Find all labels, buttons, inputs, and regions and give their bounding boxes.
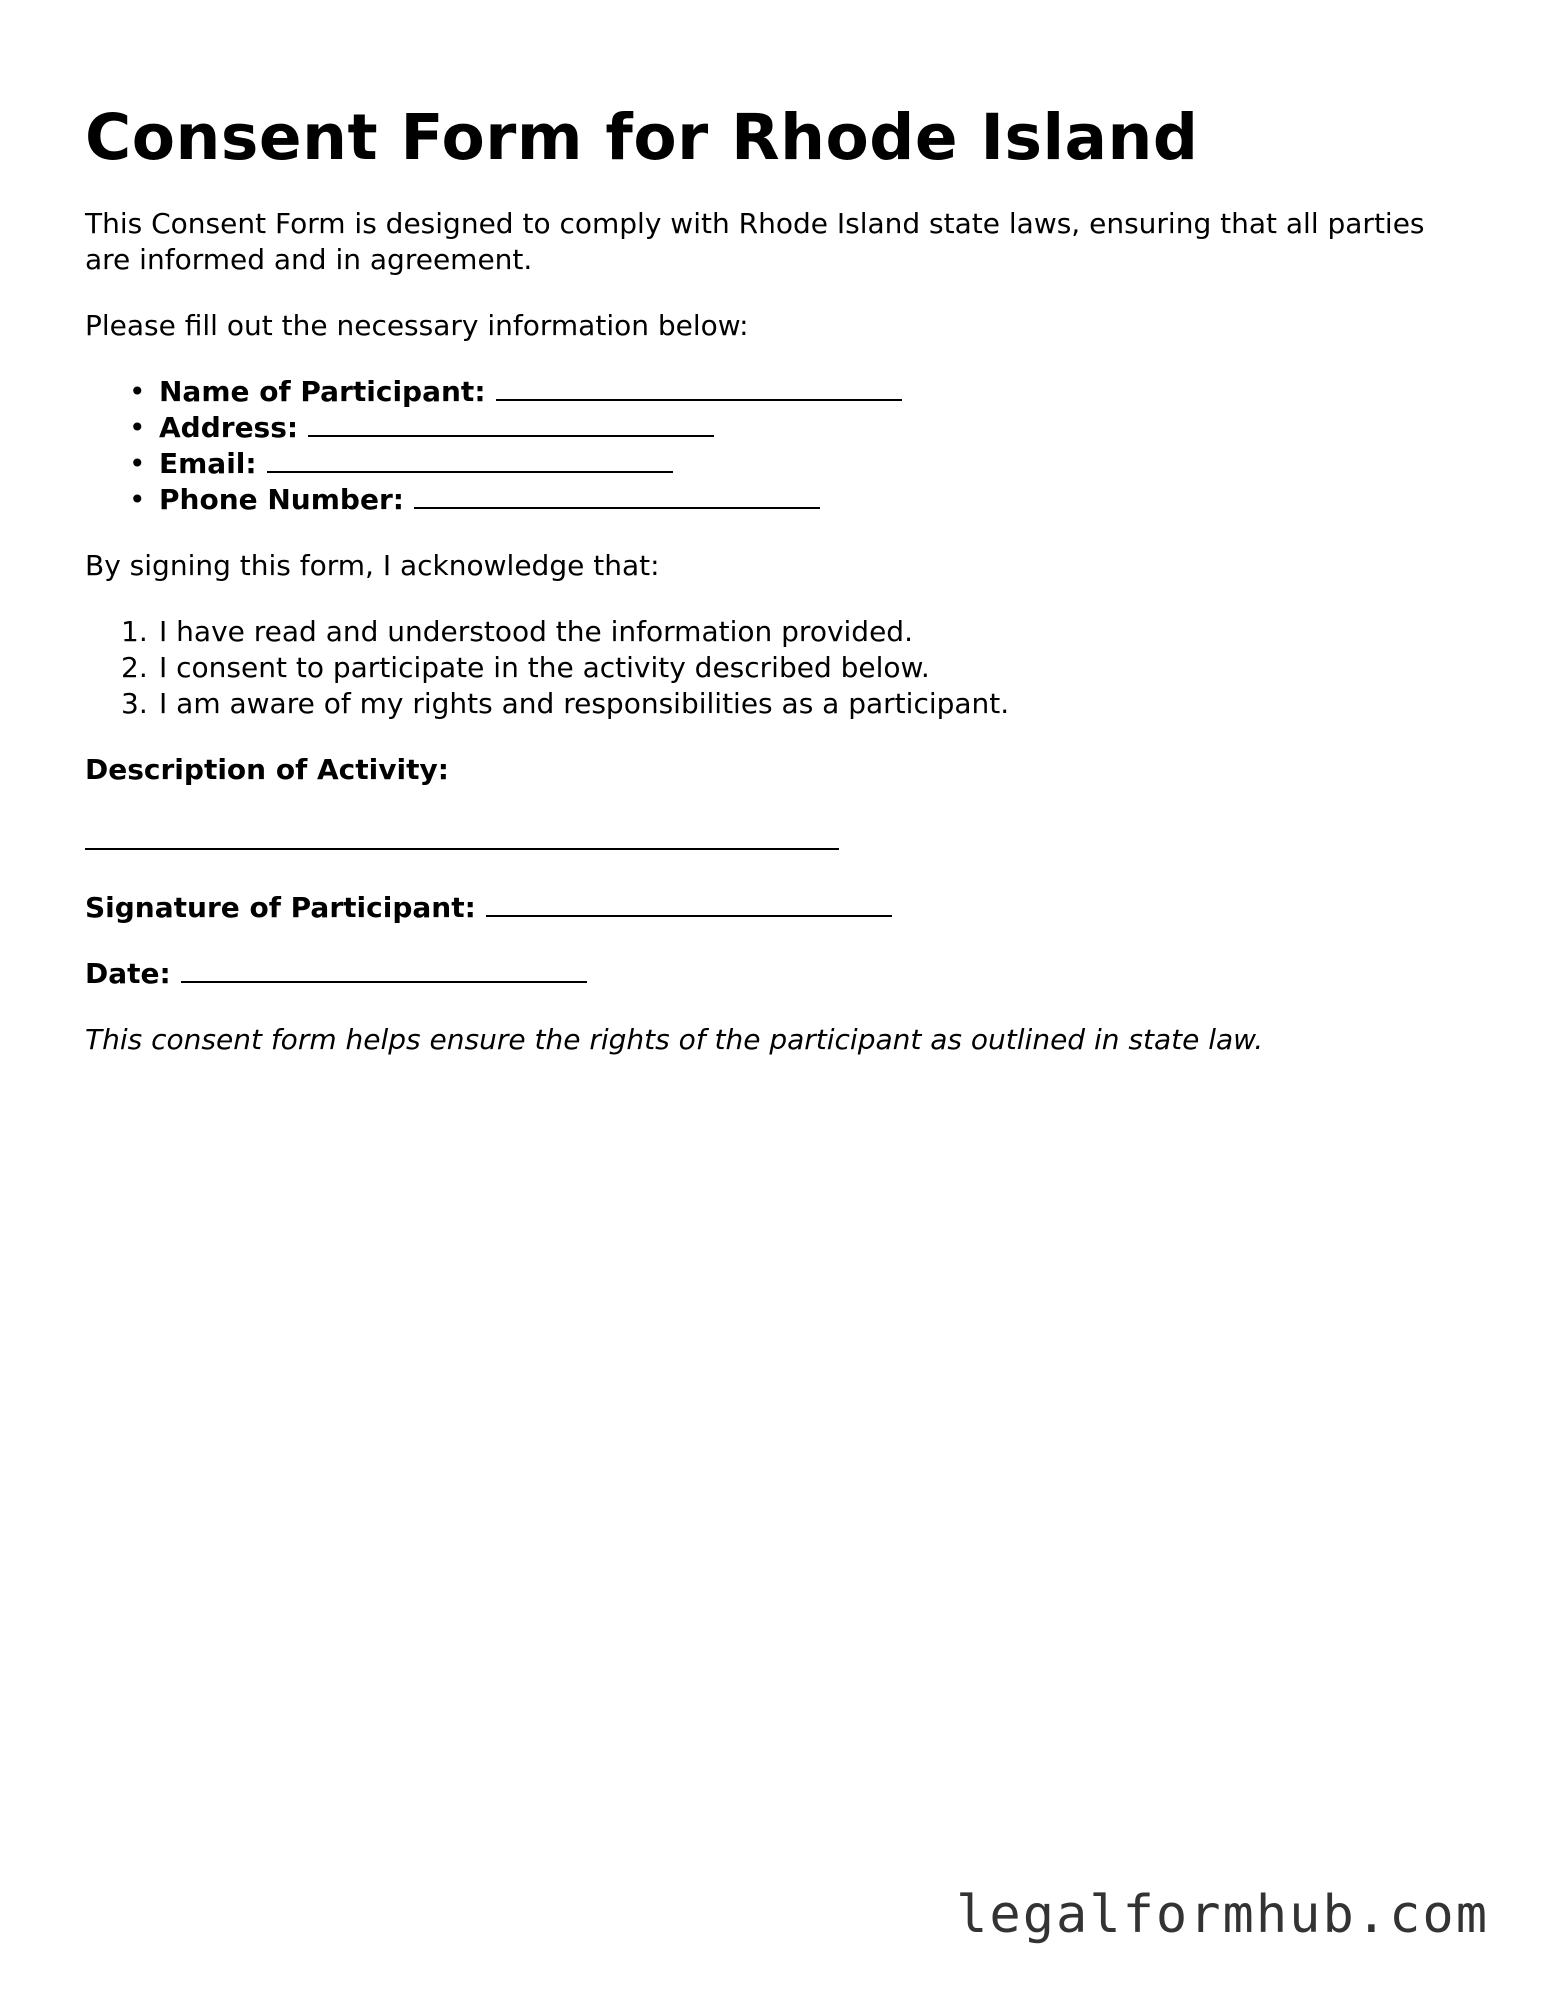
description-label: Description of Activity: <box>85 752 449 786</box>
acknowledgement-item <box>121 650 1465 686</box>
item-number: 3. <box>121 686 148 720</box>
bullet-icon: • <box>129 482 146 516</box>
bullet-icon: • <box>129 374 146 408</box>
field-name-of-participant <box>129 374 1465 410</box>
field-label: Address: <box>159 410 299 444</box>
description-blank-line[interactable] <box>85 846 839 850</box>
field-email <box>129 446 1465 482</box>
acknowledge-intro: By signing this form, I acknowledge that: <box>85 548 660 582</box>
brand-watermark: legalformhub.com <box>956 1885 1489 1945</box>
field-label: Name of Participant: <box>159 374 486 408</box>
bullet-icon: • <box>129 446 146 480</box>
closing-note: This consent form helps ensure the rights of the participant as outlined in state law. <box>85 1022 1264 1056</box>
participant-fields-list <box>85 374 1465 518</box>
acknowledgement-item <box>121 614 1465 650</box>
name-blank-line[interactable] <box>496 398 902 401</box>
intro-paragraph: This Consent Form is designed to comply with Rhode Island state laws, ensuring that all parties are informed and in agreement. <box>85 206 1425 276</box>
item-number: 1. <box>121 614 148 648</box>
consent-form-page <box>85 100 1465 1058</box>
address-blank-line[interactable] <box>308 434 714 437</box>
field-label: Phone Number: <box>159 482 404 516</box>
bullet-icon: • <box>129 410 146 444</box>
date-blank-line[interactable] <box>181 980 587 983</box>
acknowledgements-list <box>85 614 1465 722</box>
phone-blank-line[interactable] <box>414 506 820 509</box>
acknowledgement-item <box>121 686 1465 722</box>
page-title: Consent Form for Rhode Island <box>85 101 1199 174</box>
instruction-text: Please fill out the necessary information below: <box>85 308 749 342</box>
signature-label: Signature of Participant: <box>85 890 476 924</box>
signature-blank-line[interactable] <box>486 914 892 917</box>
item-text: I have read and understood the information provided. <box>159 614 913 648</box>
item-text: I consent to participate in the activity described below. <box>159 650 930 684</box>
field-phone-number <box>129 482 1465 518</box>
field-label: Email: <box>159 446 257 480</box>
field-address <box>129 410 1465 446</box>
date-label: Date: <box>85 956 171 990</box>
date-row <box>85 956 1465 992</box>
email-blank-line[interactable] <box>267 470 673 473</box>
item-number: 2. <box>121 650 148 684</box>
signature-row <box>85 890 1465 926</box>
item-text: I am aware of my rights and responsibilities as a participant. <box>159 686 1010 720</box>
